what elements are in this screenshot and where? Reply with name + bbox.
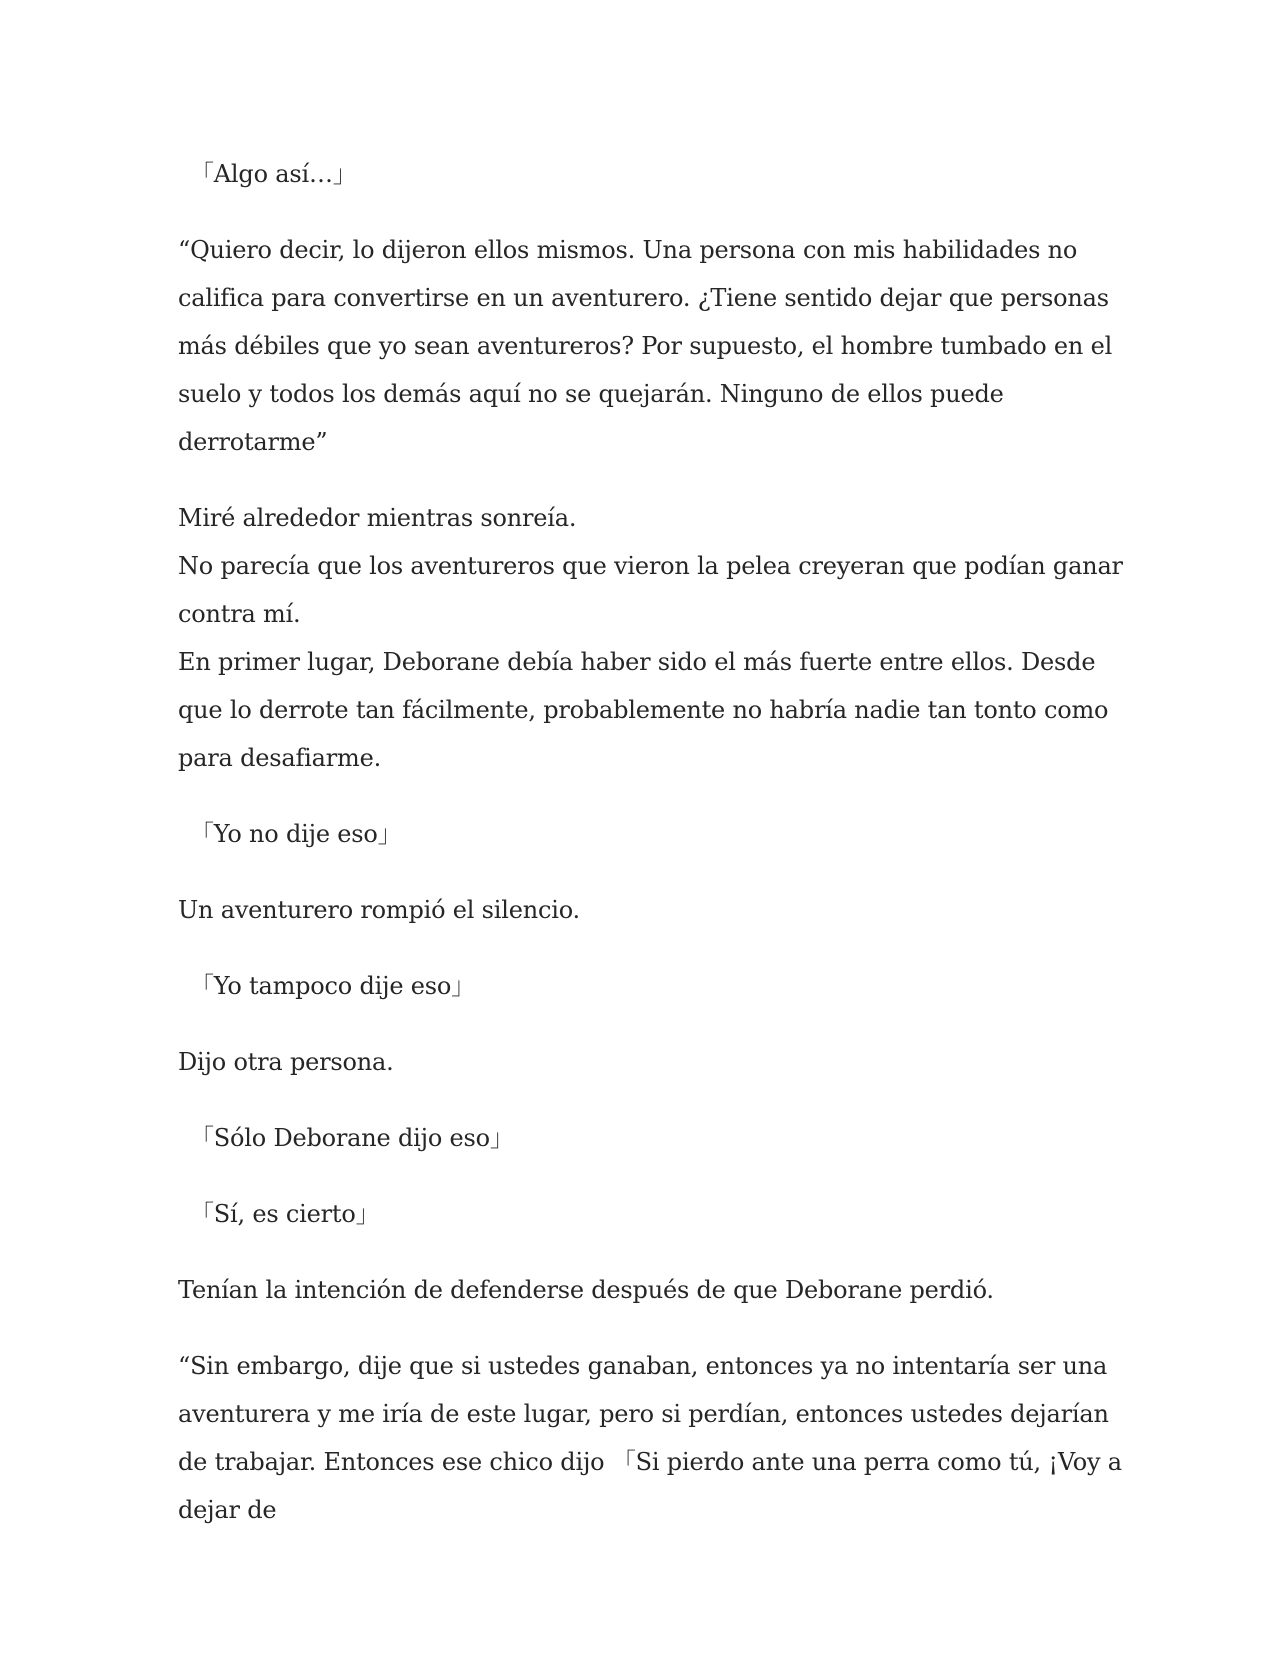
paragraph: Miré alrededor mientras sonreía. (178, 504, 577, 532)
paragraph: Tenían la intención de defenderse después de que Deborane perdió. (178, 1276, 994, 1304)
dialog-line: 「Sólo Deborane dijo eso」 (190, 1124, 514, 1152)
paragraph-group (178, 494, 1123, 782)
paragraph: No parecía que los aventureros que vieron la pelea creyeran que podían ganar contra mí. (178, 552, 1123, 628)
paragraph: “Sin embargo, dije que si ustedes ganaban, entonces ya no intentaría ser una aventurera y me iría de este lugar, pero si perdían, entonces ustedes dejarían de trabajar. Entonces ese chico dijo 「Si pierdo ante una perra como tú, ¡Voy a dejar de (178, 1352, 1122, 1524)
paragraph: Un aventurero rompió el silencio. (178, 896, 580, 924)
dialog-line: 「Yo tampoco dije eso」 (190, 972, 475, 1000)
paragraph: “Quiero decir, lo dijeron ellos mismos. Una persona con mis habilidades no califica para convertirse en un aventurero. ¿Tiene sentido dejar que personas más débiles que yo sean aventureros? Por supuesto, el hombre tumbado en el suelo y todos los demás aquí no se quejarán. Ninguno de ellos puede derrotarme” (178, 236, 1113, 456)
dialog-line: 「Sí, es cierto」 (190, 1200, 380, 1228)
paragraph: En primer lugar, Deborane debía haber sido el más fuerte entre ellos. Desde que lo derrote tan fácilmente, probablemente no habría nadie tan tonto como para desafiarme. (178, 648, 1109, 772)
dialog-line: 「Algo así…」 (190, 160, 357, 188)
dialog-line: 「Yo no dije eso」 (190, 820, 402, 848)
paragraph: Dijo otra persona. (178, 1048, 394, 1076)
document-body (178, 150, 1123, 1534)
